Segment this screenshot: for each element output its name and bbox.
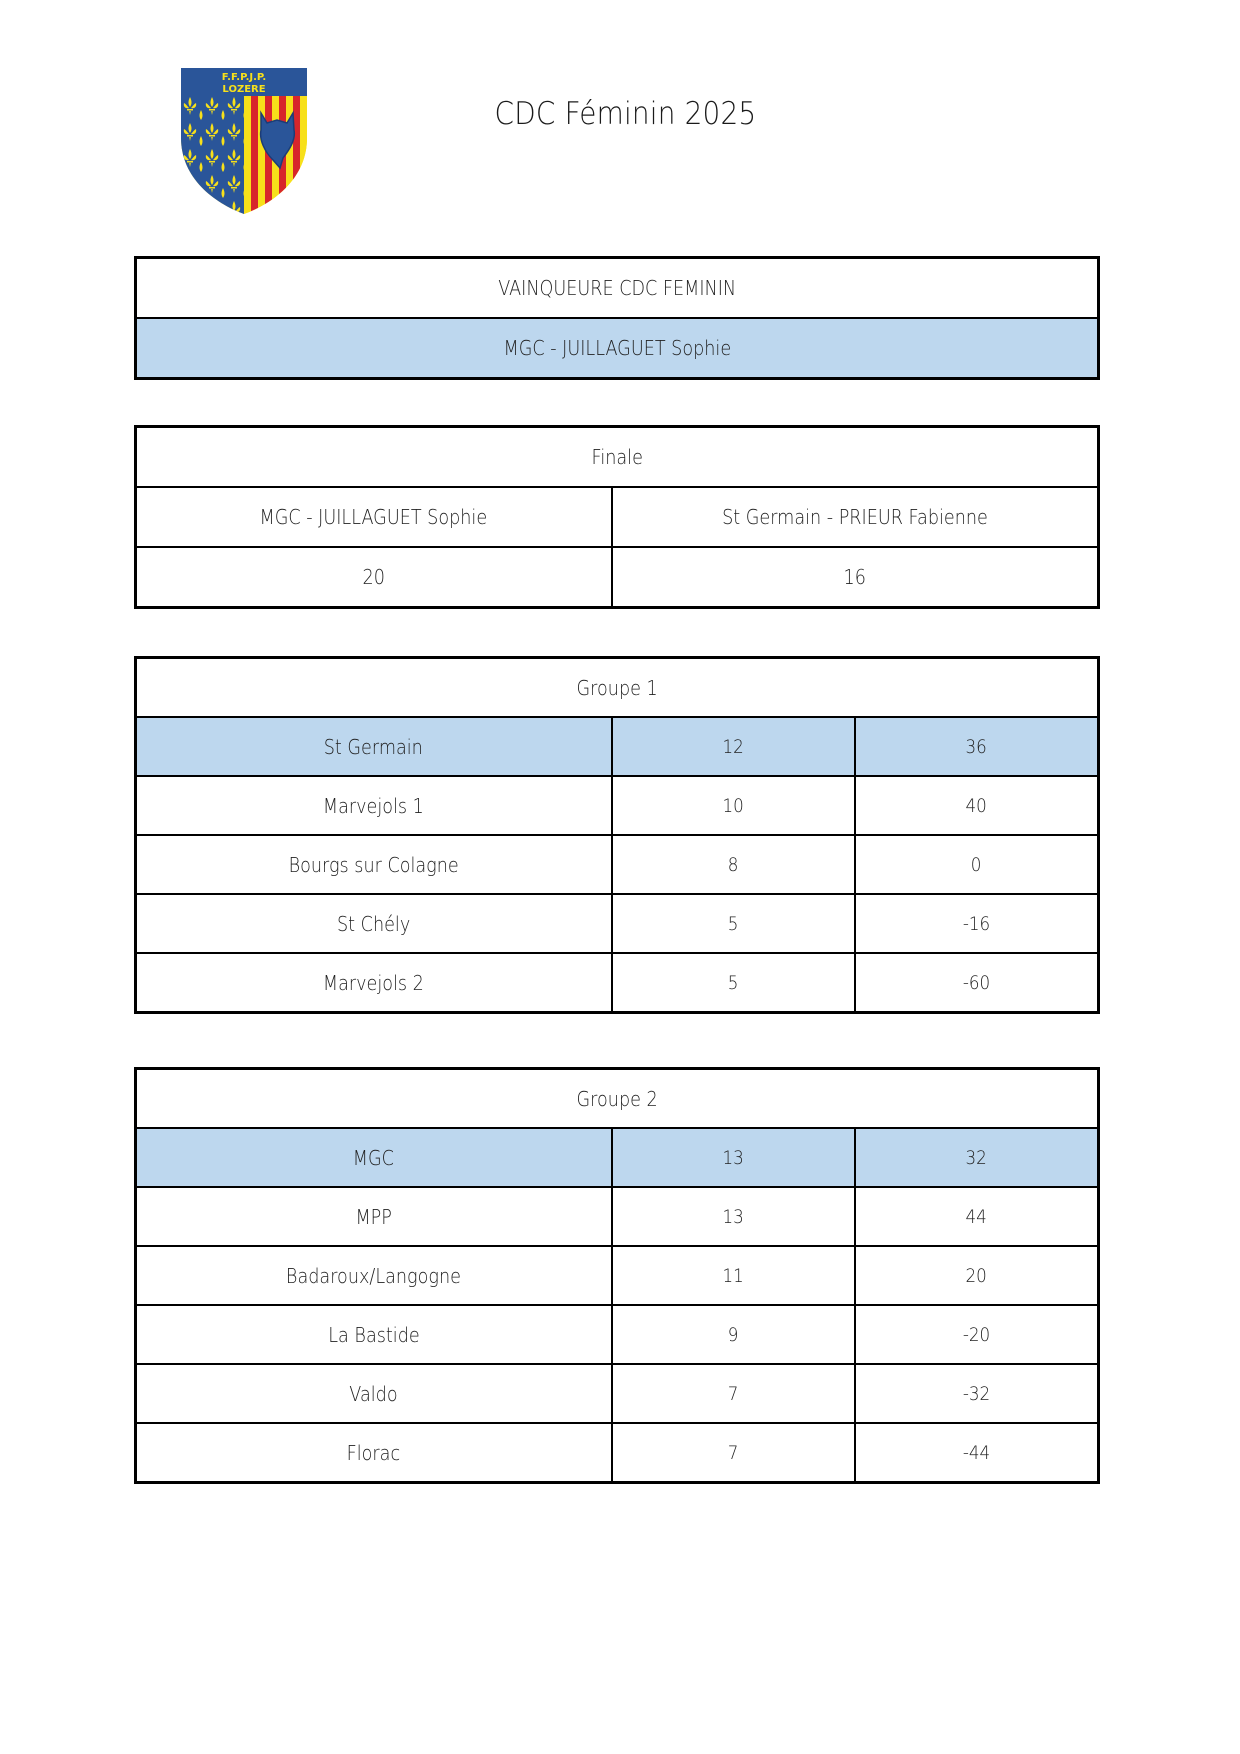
standings-row [136,953,1099,1013]
final-players-row [136,487,1099,547]
standings-row [136,1423,1099,1483]
group-1-table [134,656,1100,1014]
team-points: 5 [612,953,855,1013]
team-points: 9 [612,1305,855,1364]
team-name: Marvejols 1 [136,776,612,835]
group-heading: Groupe 2 [136,1069,1099,1129]
final-player: MGC - JUILLAGUET Sophie [136,487,612,547]
team-goal-diff: 44 [855,1187,1099,1246]
team-name: Badaroux/Langogne [136,1246,612,1305]
team-name: St Germain [136,717,612,776]
group-heading-row [136,1069,1099,1129]
final-table [134,425,1100,609]
svg-text:F.F.P.J.P.: F.F.P.J.P. [221,72,267,83]
team-points: 12 [612,717,855,776]
lozere-federation-logo [179,68,309,214]
standings-row [136,1187,1099,1246]
team-points: 10 [612,776,855,835]
team-points: 11 [612,1246,855,1305]
final-scores-row [136,547,1099,608]
standings-row [136,776,1099,835]
team-points: 7 [612,1423,855,1483]
team-goal-diff: 32 [855,1128,1099,1187]
team-name: Valdo [136,1364,612,1423]
page-title: CDC Féminin 2025 [494,96,756,132]
team-goal-diff: 36 [855,717,1099,776]
group-heading: Groupe 1 [136,658,1099,718]
final-score: 16 [612,547,1099,608]
team-goal-diff: 40 [855,776,1099,835]
final-score: 20 [136,547,612,608]
winner-name: MGC - JUILLAGUET Sophie [136,318,1099,379]
team-goal-diff: 20 [855,1246,1099,1305]
team-name: MGC [136,1128,612,1187]
team-goal-diff: 0 [855,835,1099,894]
team-points: 13 [612,1187,855,1246]
team-points: 8 [612,835,855,894]
team-name: St Chély [136,894,612,953]
team-name: Florac [136,1423,612,1483]
winner-table [134,256,1100,380]
standings-row [136,1246,1099,1305]
team-goal-diff: -32 [855,1364,1099,1423]
winner-name-row [136,318,1099,379]
final-heading-row [136,427,1099,488]
standings-row [136,717,1099,776]
team-name: La Bastide [136,1305,612,1364]
team-name: Bourgs sur Colagne [136,835,612,894]
final-heading: Finale [136,427,1099,488]
standings-row [136,1128,1099,1187]
team-goal-diff: -16 [855,894,1099,953]
team-goal-diff: -60 [855,953,1099,1013]
standings-row [136,1305,1099,1364]
standings-row [136,1364,1099,1423]
final-player: St Germain - PRIEUR Fabienne [612,487,1099,547]
team-points: 13 [612,1128,855,1187]
team-goal-diff: -44 [855,1423,1099,1483]
svg-text:LOZERE: LOZERE [222,84,266,95]
standings-row [136,835,1099,894]
team-points: 5 [612,894,855,953]
winner-heading: VAINQUEURE CDC FEMININ [136,258,1099,319]
standings-row [136,894,1099,953]
team-name: Marvejols 2 [136,953,612,1013]
team-name: MPP [136,1187,612,1246]
team-goal-diff: -20 [855,1305,1099,1364]
team-points: 7 [612,1364,855,1423]
group-2-table [134,1067,1100,1484]
winner-heading-row [136,258,1099,319]
group-heading-row [136,658,1099,718]
